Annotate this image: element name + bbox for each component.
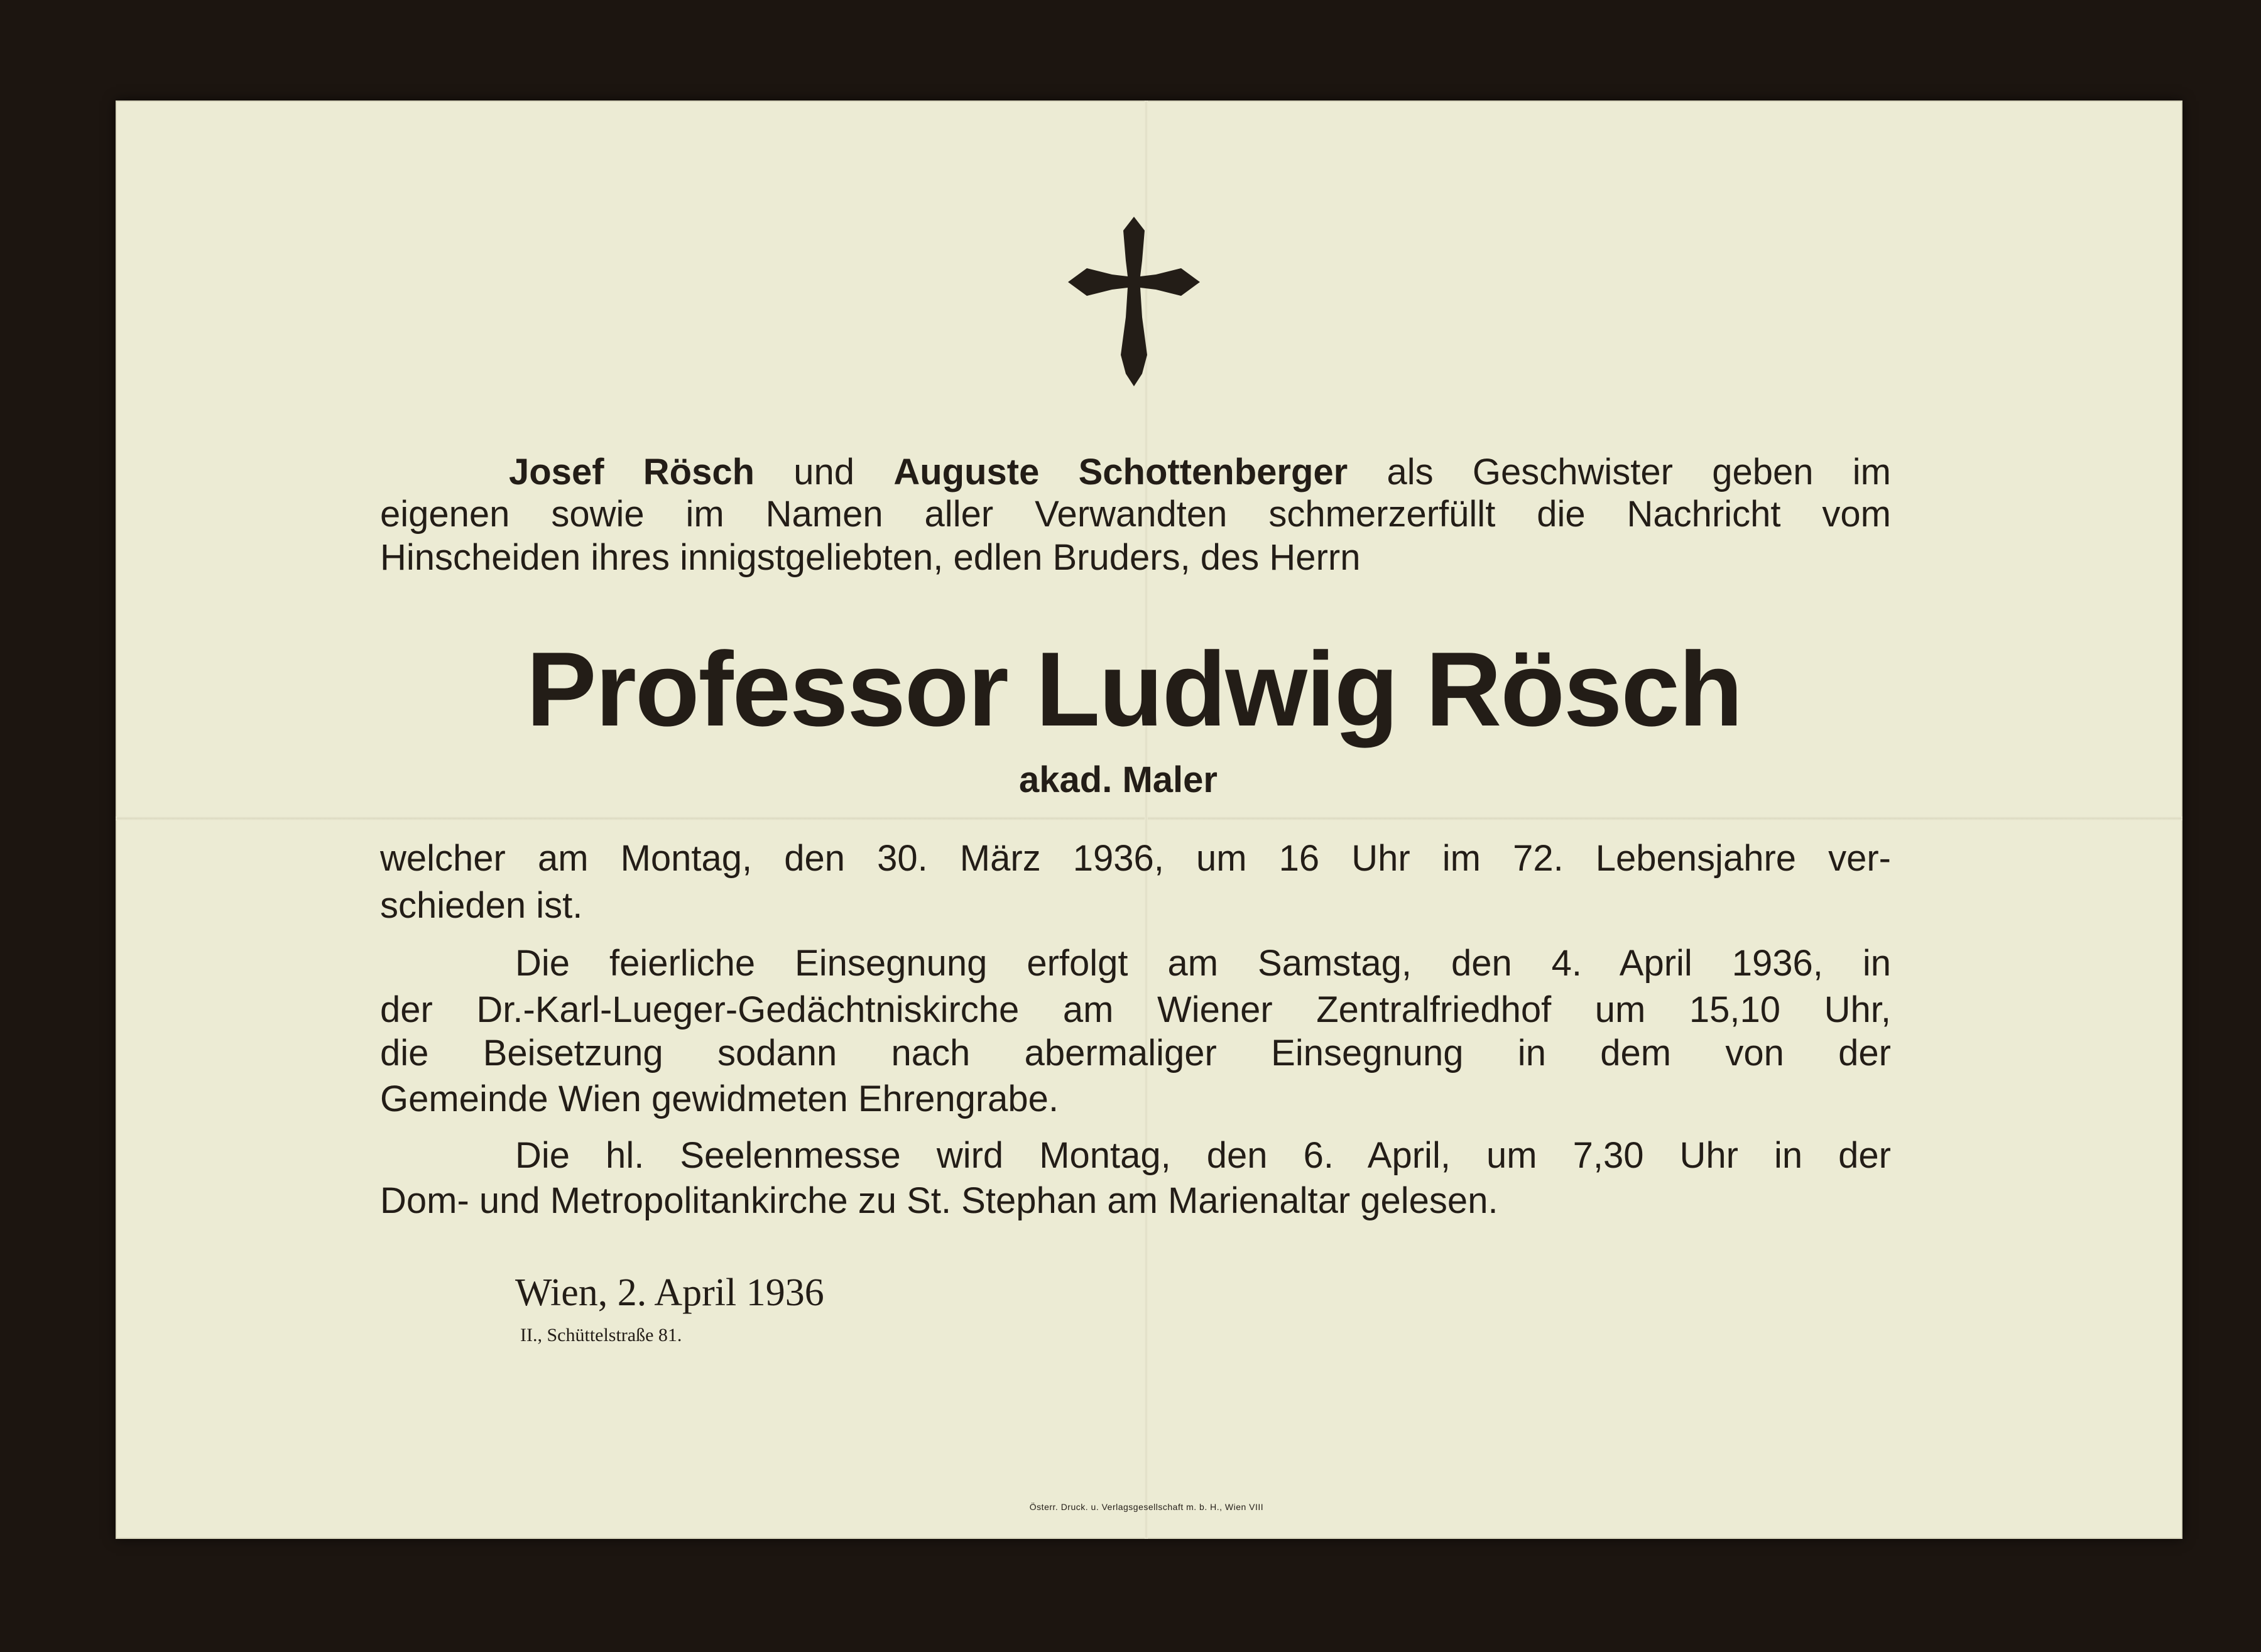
intro-line-1 (509, 452, 1891, 492)
deceased-name: Professor Ludwig Rösch (526, 630, 1742, 748)
mass-line-1: Die hl. Seelenmesse wird Montag, den 6. April, um 7,30 Uhr in der (515, 1135, 1891, 1176)
intro-line-2: eigenen sowie im Namen aller Verwandten schmerzerfüllt die Nachricht vom (380, 494, 1891, 535)
funeral-line-1: Die feierliche Einsegnung erfolgt am Samstag, den 4. April 1936, in (515, 943, 1891, 984)
intro-line-1-rest: als Geschwister geben im (1387, 452, 1891, 492)
funeral-line-3: die Beisetzung sodann nach abermaliger Einsegnung in dem von der (380, 1033, 1891, 1073)
cross-icon (1068, 217, 1200, 386)
funeral-line-2: der Dr.-Karl-Lueger-Gedächtniskirche am Wiener Zentralfriedhof um 15,10 Uhr, (380, 989, 1891, 1030)
intro-conjunction: und (793, 452, 855, 492)
intro-line-3: Hinscheiden ihres innigstgeliebten, edlen Bruders, des Herrn (380, 537, 1361, 578)
death-line-2: schieden ist. (380, 885, 583, 926)
printer-imprint: Österr. Druck. u. Verlagsgesellschaft m. b. H., Wien VIII (1029, 1502, 1264, 1512)
mass-line-2: Dom- und Metropolitankirche zu St. Stephan am Marienaltar gelesen. (380, 1180, 1498, 1221)
funeral-line-4: Gemeinde Wien gewidmeten Ehrengrabe. (380, 1079, 1059, 1119)
deceased-title: akad. Maler (1019, 759, 1218, 800)
sibling-name-auguste: Auguste Schottenberger (893, 452, 1348, 492)
address: II., Schüttelstraße 81. (520, 1325, 682, 1345)
death-line-1: welcher am Montag, den 30. März 1936, um 16 Uhr im 72. Lebensjahre ver- (380, 838, 1891, 879)
place-date: Wien, 2. April 1936 (515, 1271, 824, 1314)
paper-fold-horizontal (116, 817, 2182, 820)
sibling-name-josef: Josef Rösch (509, 452, 755, 492)
